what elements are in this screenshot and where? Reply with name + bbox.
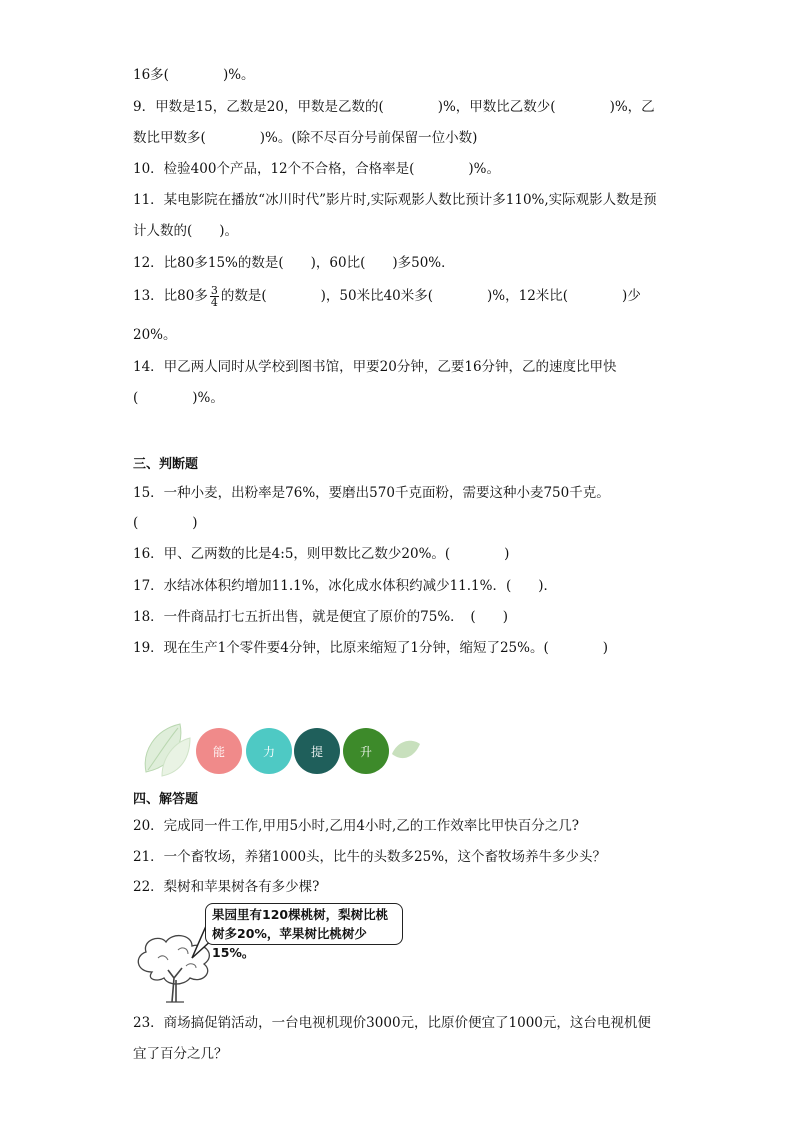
q10: 10．检验400个产品，12个不合格，合格率是( )%。 (133, 161, 500, 177)
banner-circle-4: 升 (343, 728, 389, 774)
speech-bubble (205, 903, 403, 960)
q17: 17．水结冰体积约增加11.1%，冰化成水体积约减少11.1%．( )． (133, 578, 557, 594)
q11-line1: 11．某电影院在播放“冰川时代”影片时,实际观影人数比预计多110%,实际观影人数是预 (133, 192, 657, 208)
q19: 19．现在生产1个零件要4分钟，比原来缩短了1分钟，缩短了25%。( ) (133, 640, 608, 656)
bubble-line1: 果园里有120棵桃树，梨树比桃 (212, 907, 389, 922)
banner-circle-2: 力 (246, 728, 292, 774)
q14-line1: 14．甲乙两人同时从学校到图书馆，甲要20分钟，乙要16分钟，乙的速度比甲快 (133, 359, 617, 375)
q18: 18．一件商品打七五折出售，就是便宜了原价的75%． ( ) (133, 609, 508, 625)
q11-line2: 计人数的( )。 (133, 223, 239, 239)
leaf-decoration-right-icon (390, 736, 422, 766)
q13-line2: 20%。 (133, 327, 177, 343)
q23-line1: 23．商场搞促销活动，一台电视机现价3000元，比原价便宜了1000元，这台电视机便 (133, 1015, 651, 1031)
q23-line2: 宜了百分之几？ (133, 1046, 228, 1062)
q8-tail: 16多( )%。 (133, 67, 255, 83)
banner-circle-1: 能 (196, 728, 242, 774)
q12: 12．比80多15%的数是( )，60比( )多50%． (133, 255, 455, 271)
section3-title: 三、判断题 (133, 457, 199, 472)
banner-circle-3: 提 (294, 728, 340, 774)
q9-line1: 9．甲数是15，乙数是20，甲数是乙数的( )%，甲数比乙数少( )%，乙 (133, 99, 655, 115)
q20: 20．完成同一件工作,甲用5小时,乙用4小时,乙的工作效率比甲快百分之几? (133, 818, 579, 834)
bubble-line2: 树多20%，苹果树比桃树少15%。 (212, 926, 367, 960)
q13-before: 13．比80多 (133, 288, 208, 304)
q13-line1 (133, 285, 641, 308)
q21: 21．一个畜牧场，养猪1000头，比牛的头数多25%，这个畜牧场养牛多少头？ (133, 849, 607, 865)
ability-banner (140, 722, 420, 778)
q15-line2: ( ) (133, 515, 198, 531)
q15-line1: 15．一种小麦，出粉率是76%，要磨出570千克面粉，需要这种小麦750千克。 (133, 485, 610, 501)
q9-line2: 数比甲数多( )%。(除不尽百分号前保留一位小数) (133, 130, 478, 146)
fraction-three-quarters (210, 285, 219, 308)
leaf-decoration-left-icon (140, 722, 192, 778)
fraction-numerator: 3 (210, 284, 218, 297)
q22: 22．梨树和苹果树各有多少棵? (133, 879, 320, 895)
q16: 16．甲、乙两数的比是4:5，则甲数比乙数少20%。( ) (133, 546, 510, 562)
q14-line2: ( )%。 (133, 390, 224, 406)
q13-after: 的数是( )，50米比40米多( )%，12米比( )少 (220, 288, 641, 304)
fraction-denominator: 4 (210, 296, 218, 309)
section4-title: 四、解答题 (133, 792, 199, 807)
